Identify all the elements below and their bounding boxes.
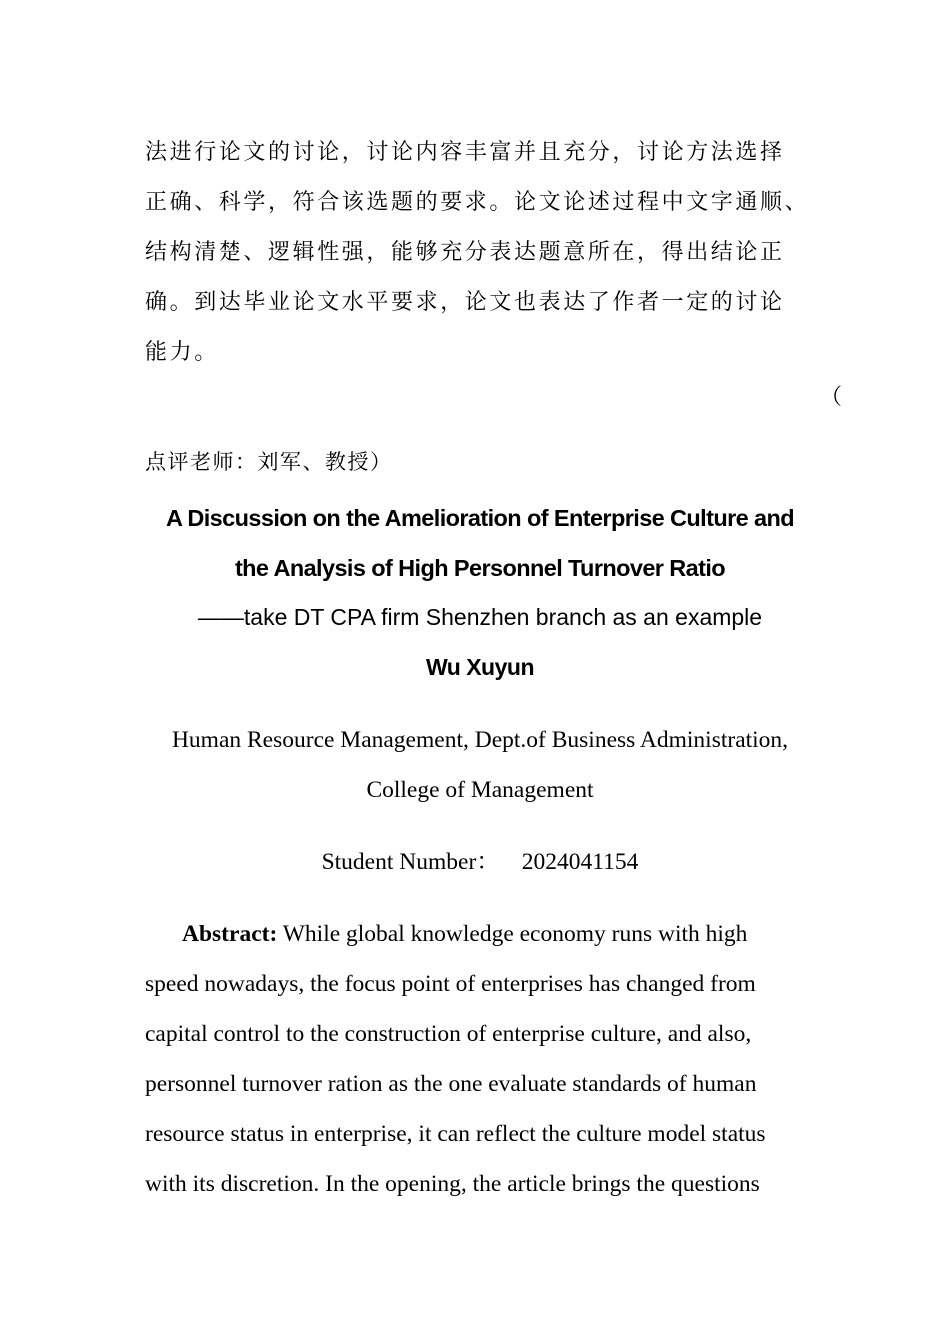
abstract-line: capital control to the construction of enterprise culture, and also, — [145, 1021, 752, 1047]
paper-subtitle: ——take DT CPA firm Shenzhen branch as an example — [197, 604, 763, 630]
commentary-line: 正确、科学，符合该选题的要求。论文论述过程中文字通顺、 — [145, 190, 810, 215]
student-number-value: 2024041154 — [521, 849, 639, 875]
commentary-line: 能力。 — [145, 340, 219, 365]
abstract-line: resource status in enterprise, it can reflect the culture model status — [145, 1121, 766, 1147]
affiliation-line: College of Management — [366, 777, 594, 803]
paper-title-line: A Discussion on the Amelioration of Enterprise Culture and — [165, 505, 795, 531]
commentary-line: 确。到达毕业论文水平要求，论文也表达了作者一定的讨论 — [145, 290, 785, 315]
abstract-line: While global knowledge economy runs with high — [277, 921, 748, 947]
author-name: Wu Xuyun — [425, 654, 534, 680]
paper-title — [100, 493, 860, 593]
commentary-line: 结构清楚、逻辑性强，能够充分表达题意所在，得出结论正 — [145, 240, 785, 265]
abstract-line: with its discretion. In the opening, the article brings the questions — [145, 1171, 760, 1197]
affiliation — [100, 715, 860, 815]
abstract-line: personnel turnover ration as the one evaluate standards of human — [145, 1071, 757, 1097]
abstract-line: speed nowadays, the focus point of enterprises has changed from — [145, 971, 756, 997]
abstract-label: Abstract: — [182, 921, 278, 947]
paper-title-line: the Analysis of High Personnel Turnover Ratio — [234, 555, 726, 581]
commentary-line: 法进行论文的讨论，讨论内容丰富并且充分，讨论方法选择 — [145, 140, 785, 165]
abstract-paragraph — [145, 909, 835, 1209]
commentary-paragraph — [145, 128, 835, 378]
affiliation-line: Human Resource Management, Dept.of Business Administration, — [171, 727, 789, 753]
student-number — [100, 837, 860, 887]
reviewer-credit: 点评老师：刘军、教授） — [145, 450, 393, 474]
reviewer-open-paren: （ — [820, 385, 843, 410]
student-number-label: Student Number： — [321, 849, 500, 875]
